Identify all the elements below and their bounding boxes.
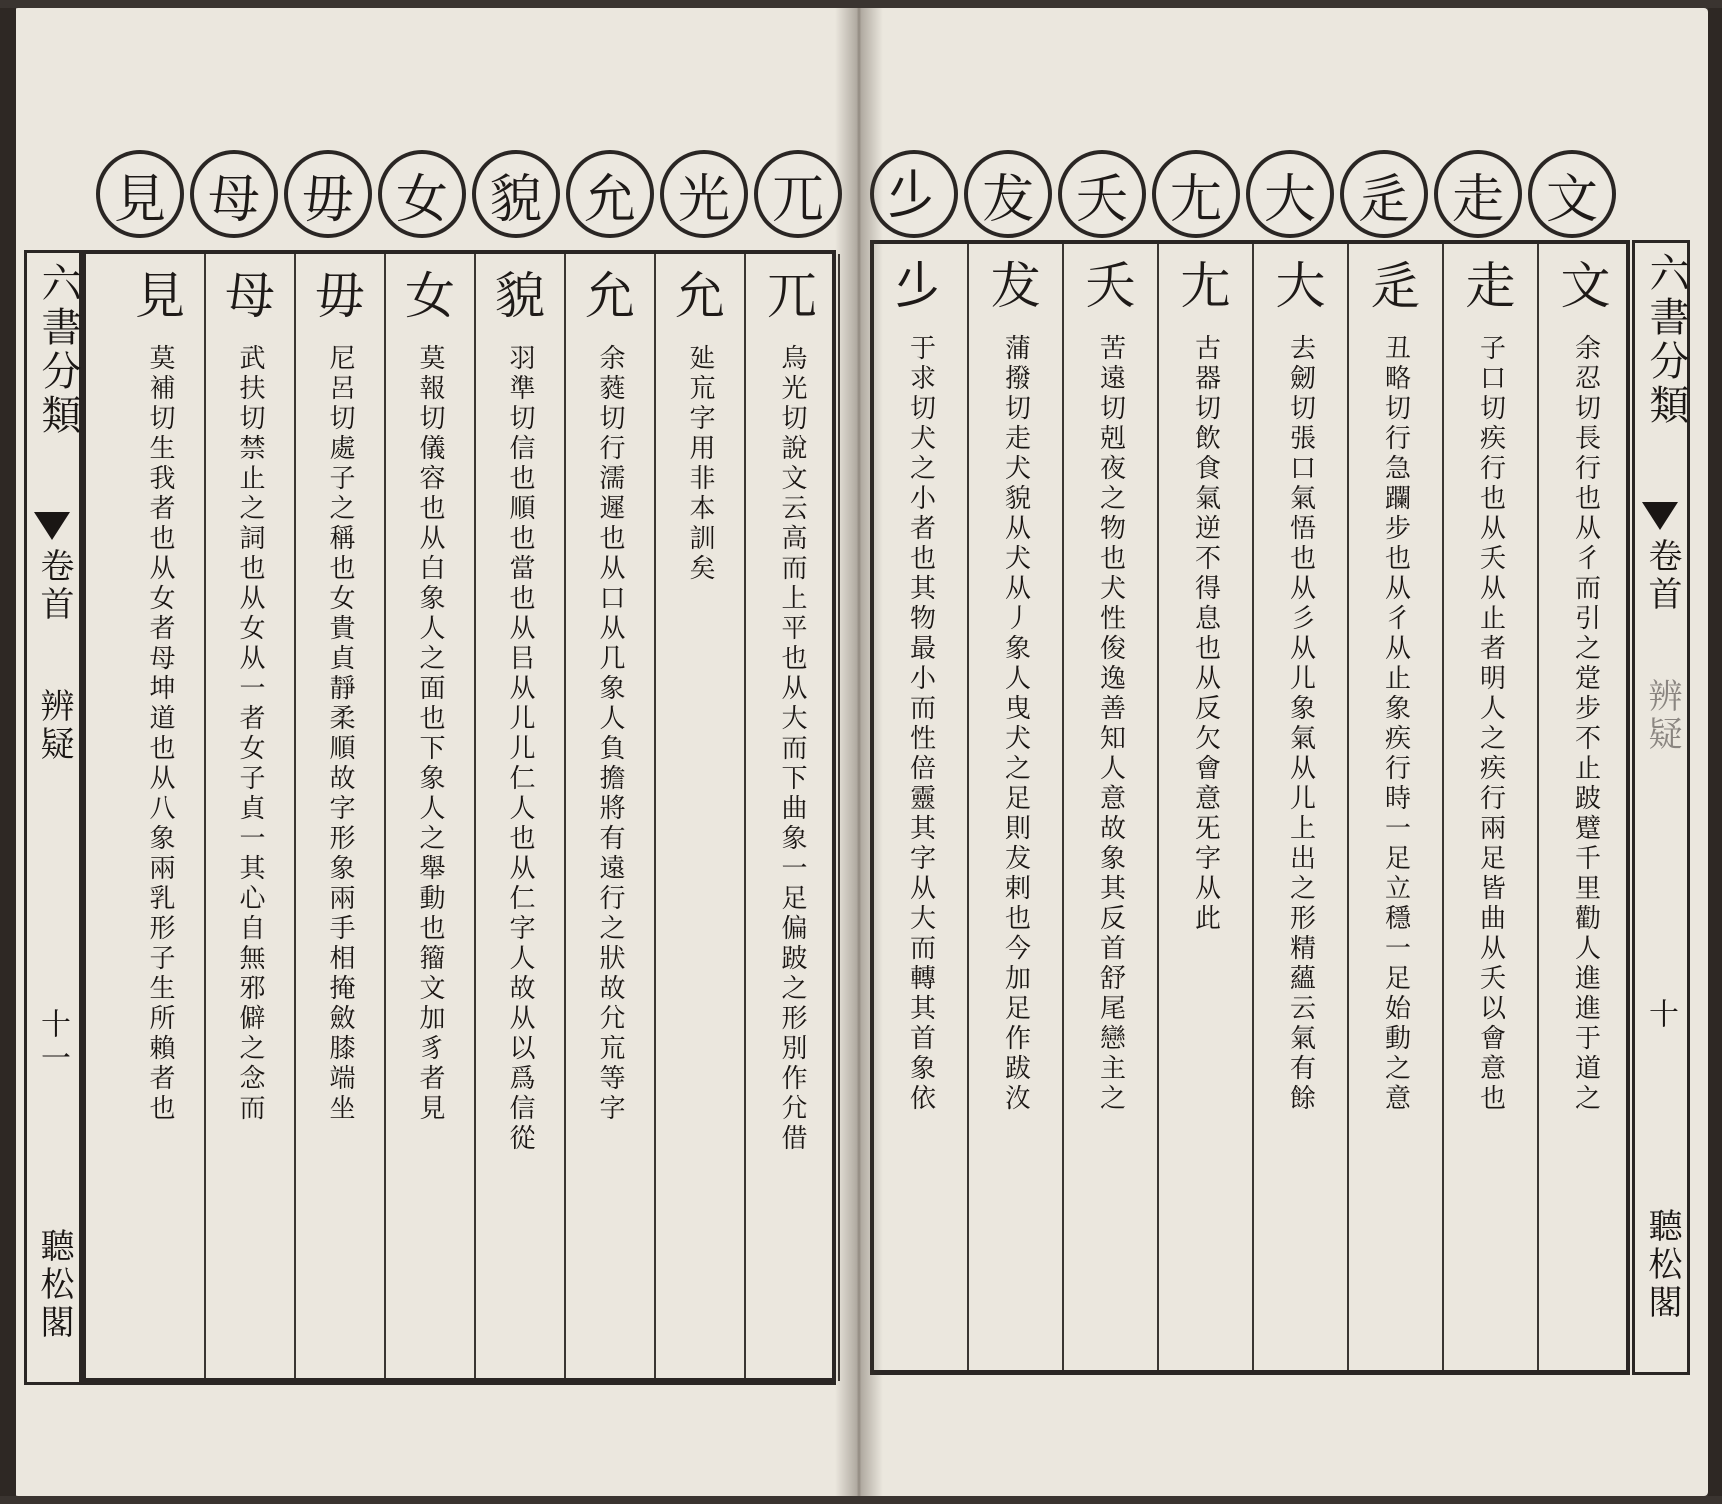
right-margin-studio: 聽松閣 <box>1642 1208 1682 1322</box>
header-seal: 文 <box>1528 150 1616 238</box>
header-seal: 辵 <box>1340 150 1428 238</box>
entry-text: 莫報切儀容也从白象人之面也下象人之舉動也籀文加豸者見 <box>415 344 445 1124</box>
header-seal: 見 <box>96 150 184 238</box>
entry-column <box>1349 244 1444 1371</box>
right-fishtail-mark <box>1642 502 1678 530</box>
entry-text: 武扶切禁止之詞也从女从一者女子貞一其心自無邪僻之念而 <box>235 344 265 1124</box>
entry-text: 苦遠切剋夜之物也犬性俊逸善知人意故象其反首舒尾戀主之 <box>1095 334 1126 1114</box>
seal-glyph: 允 <box>585 267 635 325</box>
header-seal: 光 <box>660 150 748 238</box>
seal-glyph: 毋 <box>315 267 365 325</box>
seal-glyph: 女 <box>405 267 455 325</box>
left-margin-page-no: 十一 <box>35 1008 70 1076</box>
entry-column <box>1444 244 1539 1371</box>
entry-column <box>1254 244 1349 1371</box>
right-header-seal-row <box>870 150 1616 238</box>
header-seal: 女 <box>378 150 466 238</box>
entry-text: 子口切疾行也从夭从止者明人之疾行兩足皆曲从夭以會意也 <box>1475 334 1506 1114</box>
entry-column <box>476 254 566 1381</box>
seal-glyph: 尢 <box>1180 257 1231 315</box>
right-text-frame <box>870 240 1630 1375</box>
header-seal: 母 <box>190 150 278 238</box>
left-bottom-rule <box>82 1378 836 1382</box>
entry-text: 㢟巟字用非本訓矣 <box>685 344 715 584</box>
entry-text: 蒲撥切走犬貌从犬从丿象人曳犬之足則犮剌也今加足作跋㳊 <box>1000 334 1031 1114</box>
seal-glyph: 夭 <box>1085 257 1136 315</box>
header-seal: 允 <box>566 150 654 238</box>
entry-column <box>116 254 206 1381</box>
seal-glyph: 文 <box>1560 257 1611 315</box>
entry-column <box>746 254 840 1381</box>
header-seal: 犮 <box>964 150 1052 238</box>
right-margin-section: 辨疑 <box>1642 678 1682 754</box>
header-seal: 大 <box>1246 150 1334 238</box>
seal-glyph: 母 <box>225 267 275 325</box>
header-seal: 走 <box>1434 150 1522 238</box>
entry-column <box>874 244 969 1371</box>
entry-text: 于求切犬之小者也其物最小而性倍靈其字从大而轉其首象依 <box>905 334 936 1114</box>
right-margin-title: 六書分類 <box>1643 252 1689 428</box>
header-seal: 貌 <box>472 150 560 238</box>
entry-text: 古器切飲食氣逆不得息也从反欠會意旡字从此 <box>1190 334 1221 934</box>
left-margin-section: 辨疑 <box>34 688 74 764</box>
entry-text: 羽準切信也順也當也从㠯从儿儿仁人也从仁字人故从以爲信從 <box>505 344 535 1154</box>
entry-column <box>1539 244 1634 1371</box>
entry-column <box>296 254 386 1381</box>
header-seal: 毋 <box>284 150 372 238</box>
entry-column <box>1159 244 1254 1371</box>
left-text-frame <box>82 250 836 1385</box>
entry-text: 丑略切行急躝步也从彳从止象疾行時一足立穩一足始動之意 <box>1380 334 1411 1114</box>
left-margin-volume: 卷首 <box>34 548 74 624</box>
seal-glyph: 𣥂 <box>895 257 946 315</box>
left-margin-studio: 聽松閣 <box>34 1228 74 1342</box>
entry-text: 烏光切說文云高而上平也从大而下曲象一足偏跛之形別作𡯂借 <box>777 344 807 1154</box>
entry-text: 余忍切長行也从彳而引之䟫步不止跛躄千里勸人進進于道之 <box>1570 334 1601 1114</box>
right-margin-volume: 卷首 <box>1642 538 1682 614</box>
seal-glyph: 走 <box>1465 257 1516 315</box>
seal-glyph: 大 <box>1275 257 1326 315</box>
entry-text: 去劒切張口氣悟也从彡从儿象氣从儿上出之形精蘊云氣有餘 <box>1285 334 1316 1114</box>
left-margin-title: 六書分類 <box>35 262 81 438</box>
right-margin-page-no: 十 <box>1643 998 1678 1032</box>
binding-edge-right <box>1708 8 1722 1496</box>
entry-text: 尼呂切處子之稱也女貴貞靜柔順故字形象兩手相掩斂膝端坐 <box>325 344 355 1124</box>
seal-glyph: 辵 <box>1370 257 1421 315</box>
entry-column <box>969 244 1064 1371</box>
right-bottom-rule <box>870 1370 1630 1374</box>
header-seal: 夭 <box>1058 150 1146 238</box>
seal-glyph: 犮 <box>990 257 1041 315</box>
entry-column <box>656 254 746 1381</box>
header-seal: 尢 <box>1152 150 1240 238</box>
header-seal: 兀 <box>754 150 842 238</box>
entry-text: 余蕤切行濡遲也从口从几象人負擔將有遠行之狀故𡯂巟等字 <box>595 344 625 1124</box>
seal-glyph: 貌 <box>495 267 545 325</box>
seal-glyph: 見 <box>135 267 185 325</box>
seal-glyph: 兀 <box>767 267 817 325</box>
seal-glyph: 允 <box>675 267 725 325</box>
entry-text: 莫補切生我者也从女者母坤道也从八象兩乳形子生所賴者也 <box>145 344 175 1124</box>
header-seal: 𣥂 <box>870 150 958 238</box>
left-fishtail-mark <box>34 512 70 540</box>
left-header-seal-row <box>96 150 842 238</box>
entry-column <box>1064 244 1159 1371</box>
entry-column <box>566 254 656 1381</box>
entry-column <box>206 254 296 1381</box>
binding-edge-left <box>0 8 16 1496</box>
entry-column <box>386 254 476 1381</box>
